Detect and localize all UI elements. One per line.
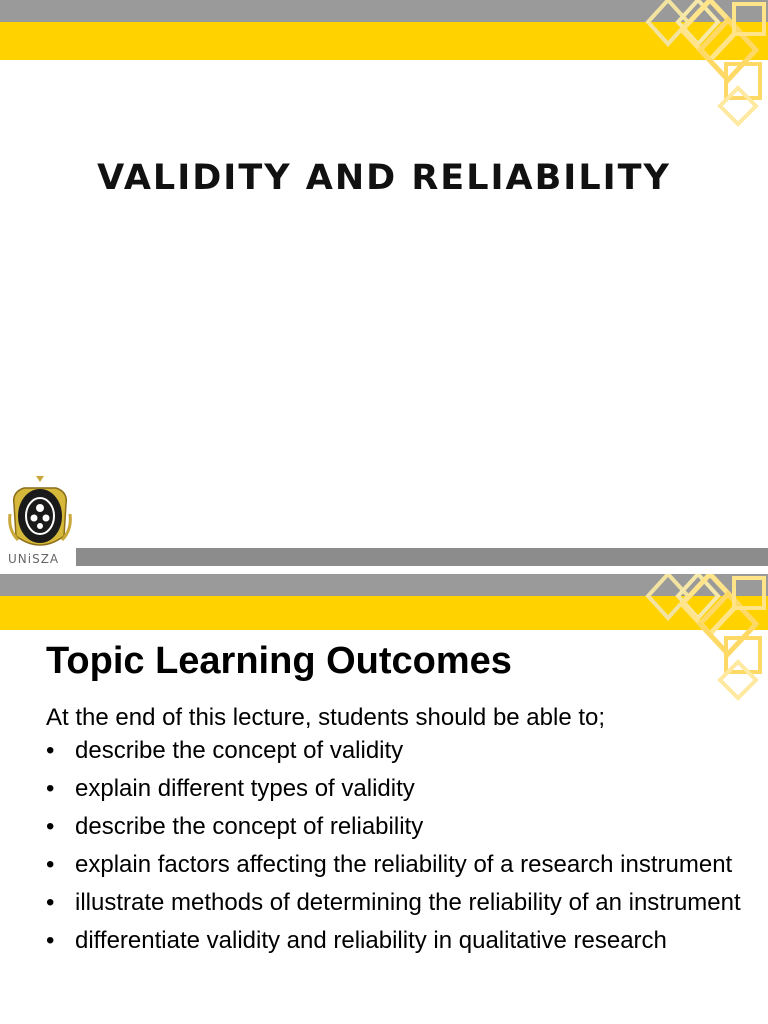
bullet-icon: • — [46, 927, 55, 954]
list-item — [46, 926, 746, 956]
list-item — [46, 774, 746, 804]
slide-title: VALIDITY AND RELIABILITY — [97, 158, 671, 198]
list-item-text: describe the concept of validity — [75, 737, 404, 764]
list-item — [46, 812, 746, 842]
slide-heading: Topic Learning Outcomes — [46, 640, 512, 682]
outcomes-slide — [0, 566, 768, 1024]
outcomes-list — [46, 736, 746, 964]
corner-ornament-icon — [628, 0, 768, 130]
list-item-text: describe the concept of reliability — [75, 813, 424, 840]
corner-ornament-icon — [628, 574, 768, 704]
bullet-icon: • — [46, 813, 55, 840]
bullet-icon: • — [46, 851, 55, 878]
bullet-icon: • — [46, 737, 55, 764]
list-item-text: explain different types of validity — [75, 775, 415, 802]
bullet-icon: • — [46, 775, 55, 802]
logo-wordmark: UNiSZA — [8, 552, 60, 566]
intro-text: At the end of this lecture, students should be able to; — [46, 704, 606, 731]
list-item — [46, 888, 746, 918]
footer-gray-bar — [76, 548, 768, 566]
list-item-text: illustrate methods of determining the reliability of an instrument — [75, 889, 741, 916]
list-item-text: explain factors affecting the reliability of a research instrument — [75, 851, 733, 878]
list-item — [46, 736, 746, 766]
list-item-text: differentiate validity and reliability in qualitative research — [75, 927, 667, 954]
list-item — [46, 850, 746, 880]
bullet-icon: • — [46, 889, 55, 916]
university-logo — [6, 474, 74, 566]
